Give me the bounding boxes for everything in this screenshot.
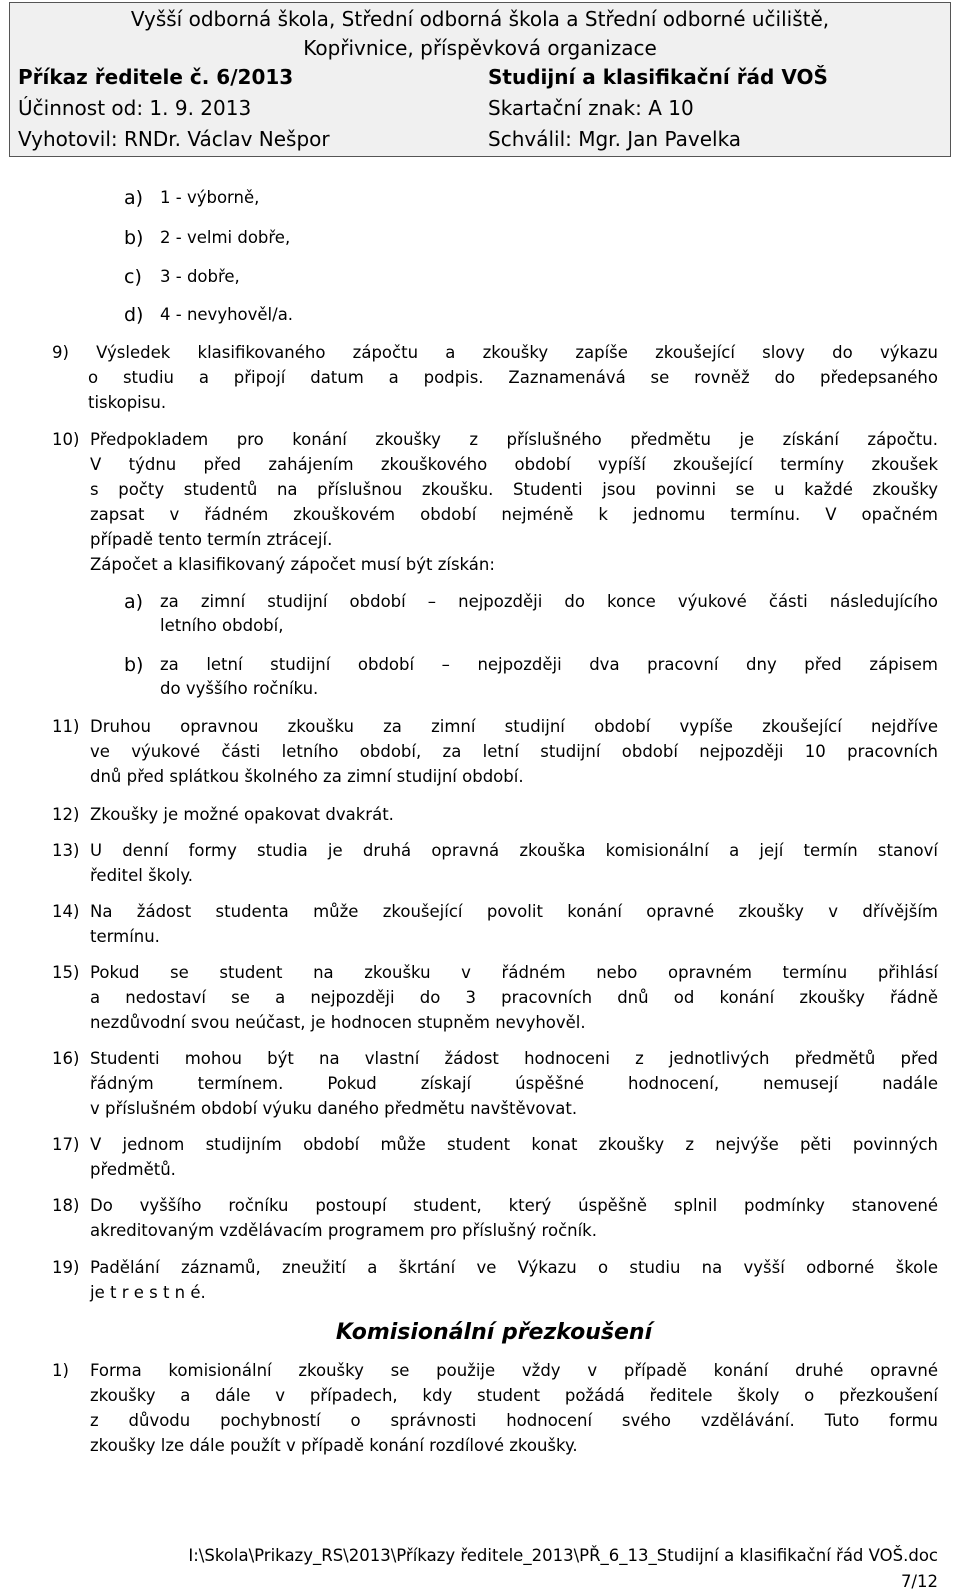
paragraph-item-19 [90, 1255, 938, 1305]
paragraph-line: zapsat v řádném zkouškovém období nejméně k jednomu termínu. V opačném [90, 505, 938, 524]
paragraph-line: a nedostaví se a nejpozději do 3 pracovních dnů od konání zkoušky řádně [90, 988, 938, 1007]
list-marker: b) [124, 227, 144, 249]
item-number: 19) [52, 1258, 80, 1277]
list-text: letního období, [160, 616, 284, 635]
shred-code: Skartační znak: A 10 [488, 96, 694, 120]
item-number: 10) [52, 430, 80, 449]
paragraph-section-item-1 [90, 1358, 938, 1458]
document-header [9, 2, 951, 157]
page-number: 7/12 [900, 1572, 938, 1591]
author: Vyhotovil: RNDr. Václav Nešpor [18, 127, 330, 151]
paragraph-line: ve výukové části letního období, za letní studijní období nejpozději 10 pracovních [90, 742, 938, 761]
list-marker: d) [124, 304, 144, 326]
list-item [124, 265, 524, 289]
list-text: 4 - nevyhověl/a. [160, 305, 294, 324]
list-text: do vyššího ročníku. [160, 679, 319, 698]
org-name-line2: Kopřivnice, příspěvková organizace [303, 36, 657, 60]
paragraph-item-12 [90, 802, 938, 827]
paragraph-item-11 [90, 714, 938, 789]
paragraph-line: tiskopisu. [88, 393, 167, 412]
paragraph-line: V týdnu před zahájením zkouškového období vypíší zkoušející termíny zkoušek [90, 455, 938, 474]
list-text: 3 - dobře, [160, 267, 240, 286]
list-marker: a) [124, 187, 144, 209]
org-name-line1: Vyšší odborná škola, Střední odborná škola a Střední odborné učiliště, [130, 7, 830, 31]
document-title: Studijní a klasifikační řád VOŠ [488, 65, 828, 89]
paragraph-line: ředitel školy. [90, 866, 193, 885]
approved-by: Schválil: Mgr. Jan Pavelka [488, 127, 742, 151]
list-item [124, 226, 524, 250]
list-item [124, 186, 524, 210]
paragraph-line [52, 340, 938, 365]
list-marker: a) [124, 591, 144, 613]
section-heading: Komisionální přezkoušení [335, 1320, 653, 1345]
list-text: 2 - velmi dobře, [160, 228, 291, 247]
list-text: za zimní studijní období – nejpozději do konce výukové části následujícího [160, 592, 938, 611]
list-text: za letní studijní období – nejpozději dva pracovní dny před zápisem [160, 655, 938, 674]
paragraph-line: Do vyššího ročníku postoupí student, který úspěšně splnil podmínky stanovené [90, 1196, 938, 1215]
paragraph-line: Předpokladem pro konání zkoušky z příslušného předmětu je získání zápočtu. [90, 430, 938, 449]
paragraph-line: v příslušném období výuku daného předmětu navštěvovat. [90, 1099, 578, 1118]
item-number: 14) [52, 902, 80, 921]
paragraph-line: U denní formy studia je druhá opravná zkouška komisionální a její termín stanoví [90, 841, 938, 860]
item-number: 11) [52, 717, 80, 736]
paragraph-line: předmětů. [90, 1160, 176, 1179]
paragraph-line: Padělání záznamů, zneužití a škrtání ve Výkazu o studiu na vyšší odborné škole [90, 1258, 938, 1277]
item-number: 16) [52, 1049, 80, 1068]
paragraph-line: Na žádost studenta může zkoušející povolit konání opravné zkoušky v dřívějším [90, 902, 938, 921]
item-number: 1) [52, 1361, 69, 1380]
paragraph-item-18 [90, 1193, 938, 1243]
paragraph-line: z důvodu pochybností o správnosti hodnocení svého vzdělávání. Tuto formu [90, 1411, 938, 1430]
item-number: 12) [52, 805, 80, 824]
paragraph-item-9-cont [88, 365, 938, 415]
paragraph-line: je t r e s t n é. [90, 1283, 206, 1302]
paragraph-line: nezdůvodní svou neúčast, je hodnocen stupněm nevyhověl. [90, 1013, 586, 1032]
item-text: Výsledek klasifikovaného zápočtu a zkoušky zapíše zkoušející slovy do výkazu [96, 343, 938, 362]
list-marker: b) [124, 654, 144, 676]
paragraph-line: případě tento termín ztrácejí. [90, 530, 333, 549]
paragraph-item-9 [52, 340, 938, 365]
paragraph-line: Forma komisionální zkoušky se použije vždy v případě konání druhé opravné [90, 1361, 938, 1380]
paragraph-item-13 [90, 838, 938, 888]
item-number: 9) [52, 343, 69, 362]
paragraph-line: Studenti mohou být na vlastní žádost hodnoceni z jednotlivých předmětů před [90, 1049, 938, 1068]
paragraph-line: řádným termínem. Pokud získají úspěšné hodnocení, nemusejí nadále [90, 1074, 938, 1093]
paragraph-item-16 [90, 1046, 938, 1121]
footer-file-path: I:\Skola\Prikazy_RS\2013\Příkazy ředitele_2013\PŘ_6_13_Studijní a klasifikační řád VOŠ.doc [188, 1546, 938, 1565]
paragraph-line: Pokud se student na zkoušku v řádném nebo opravném termínu přihlásí [90, 963, 938, 982]
list-marker: c) [124, 266, 142, 288]
paragraph-line: zkoušky lze dále použít v případě konání rozdílové zkoušky. [90, 1436, 578, 1455]
paragraph-line: Druhou opravnou zkoušku za zimní studijní období vypíše zkoušející nejdříve [90, 717, 938, 736]
paragraph-item-14 [90, 899, 938, 949]
paragraph-item-10 [90, 427, 938, 577]
item-number: 17) [52, 1135, 80, 1154]
order-number: Příkaz ředitele č. 6/2013 [18, 65, 294, 89]
paragraph-line: V jednom studijním období může student konat zkoušky z nejvýše pěti povinných [90, 1135, 938, 1154]
item-number: 18) [52, 1196, 80, 1215]
paragraph-line: o studiu a připojí datum a podpis. Zaznamenává se rovněž do předepsaného [88, 368, 938, 387]
item-number: 13) [52, 841, 80, 860]
paragraph-line: Zkoušky je možné opakovat dvakrát. [90, 805, 394, 824]
paragraph-line: termínu. [90, 927, 160, 946]
paragraph-line: akreditovaným vzdělávacím programem pro příslušný ročník. [90, 1221, 597, 1240]
list-item [124, 303, 524, 327]
paragraph-item-15 [90, 960, 938, 1035]
paragraph-line: zkoušky a dále v případech, kdy student požádá ředitele školy o přezkoušení [90, 1386, 938, 1405]
paragraph-line: Zápočet a klasifikovaný zápočet musí být získán: [90, 555, 495, 574]
paragraph-item-17 [90, 1132, 938, 1182]
paragraph-line: dnů před splátkou školného za zimní studijní období. [90, 767, 524, 786]
item-number: 15) [52, 963, 80, 982]
effective-date: Účinnost od: 1. 9. 2013 [18, 96, 252, 120]
paragraph-line: s počty studentů na příslušnou zkoušku. Studenti jsou povinni se u každé zkoušky [90, 480, 938, 499]
list-text: 1 - výborně, [160, 188, 260, 207]
